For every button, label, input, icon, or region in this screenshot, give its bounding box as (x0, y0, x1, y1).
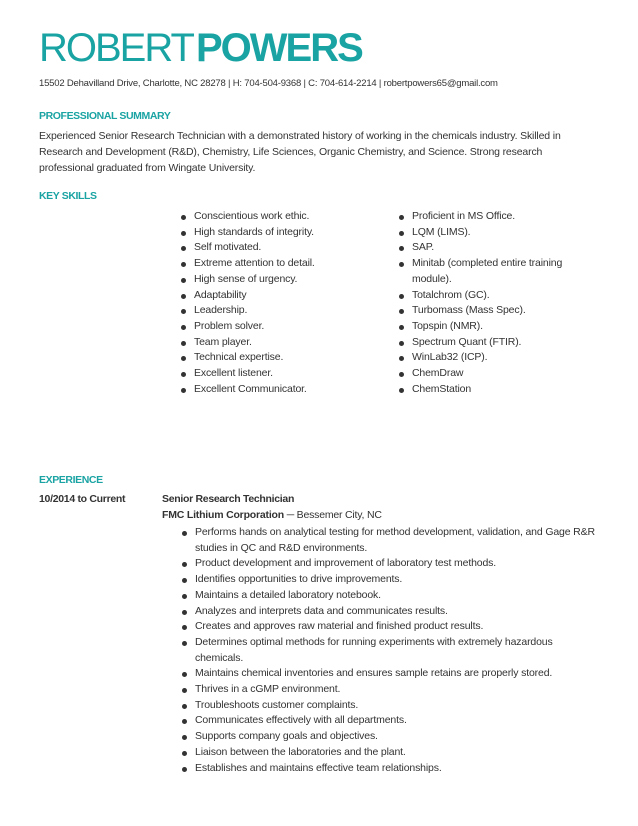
job-location: Bessemer City, NC (296, 509, 382, 521)
list-item: Liaison between the laboratories and the plant. (178, 745, 598, 761)
candidate-name (39, 26, 362, 70)
list-item: LQM (LIMS). (395, 225, 595, 241)
list-item: Topspin (NMR). (395, 319, 595, 335)
list-item: Troubleshoots customer complaints. (178, 698, 598, 714)
list-item: Problem solver. (177, 319, 387, 335)
summary-heading: PROFESSIONAL SUMMARY (39, 110, 171, 122)
list-item: Self motivated. (177, 240, 387, 256)
list-item: Turbomass (Mass Spec). (395, 303, 595, 319)
list-item: Adaptability (177, 288, 387, 304)
list-item: Product development and improvement of laboratory test methods. (178, 556, 598, 572)
list-item: Determines optimal methods for running experiments with extremely hazardous chemicals. (178, 635, 598, 666)
list-item: Excellent Communicator. (177, 382, 387, 398)
list-item: Conscientious work ethic. (177, 209, 387, 225)
list-item: WinLab32 (ICP). (395, 350, 595, 366)
list-item: Maintains chemical inventories and ensures sample retains are properly stored. (178, 666, 598, 682)
list-item: Totalchrom (GC). (395, 288, 595, 304)
list-item: SAP. (395, 240, 595, 256)
list-item: Communicates effectively with all departments. (178, 713, 598, 729)
list-item: ChemStation (395, 382, 595, 398)
summary-text: Experienced Senior Research Technician with a demonstrated history of working in the chemicals industry. Skilled in Research and Development (R&D), Chemistry, Life Sciences, Organic Chemistry, and Science. Strong research professional graduated from Wingate University. (39, 130, 561, 174)
list-item: Performs hands on analytical testing for method development, validation, and Gage R&R studies in QC and R&D environments. (178, 525, 598, 556)
list-item: Team player. (177, 335, 387, 351)
list-item: Minitab (completed entire training module). (395, 256, 595, 287)
list-item: Creates and approves raw material and finished product results. (178, 619, 598, 635)
list-item: Supports company goals and objectives. (178, 729, 598, 745)
last-name: POWERS (195, 26, 362, 70)
skills-list-left (177, 209, 387, 397)
job-title: Senior Research Technician (162, 493, 295, 505)
skills-heading: KEY SKILLS (39, 190, 97, 202)
list-item: Thrives in a cGMP environment. (178, 682, 598, 698)
list-item: Extreme attention to detail. (177, 256, 387, 272)
list-item: Establishes and maintains effective team relationships. (178, 761, 598, 777)
list-item: Excellent listener. (177, 366, 387, 382)
list-item: Analyzes and interprets data and communicates results. (178, 604, 598, 620)
list-item: High standards of integrity. (177, 225, 387, 241)
job-separator: ─ (286, 509, 294, 521)
list-item: Technical expertise. (177, 350, 387, 366)
contact-info: 15502 Dehavilland Drive, Charlotte, NC 28278 | H: 704-504-9368 | C: 704-614-2214 | robertpowers65@gmail.com (39, 78, 498, 89)
job-company: FMC Lithium Corporation (162, 509, 284, 521)
list-item: Spectrum Quant (FTIR). (395, 335, 595, 351)
job-dates: 10/2014 to Current (39, 493, 126, 505)
job-employer-line (162, 509, 382, 521)
list-item: Maintains a detailed laboratory notebook. (178, 588, 598, 604)
skills-list-right (395, 209, 595, 397)
list-item: Proficient in MS Office. (395, 209, 595, 225)
list-item: Identifies opportunities to drive improvements. (178, 572, 598, 588)
list-item: Leadership. (177, 303, 387, 319)
job-duties-list (178, 525, 598, 776)
list-item: High sense of urgency. (177, 272, 387, 288)
experience-heading: EXPERIENCE (39, 474, 103, 486)
list-item: ChemDraw (395, 366, 595, 382)
first-name: ROBERT (39, 26, 193, 70)
